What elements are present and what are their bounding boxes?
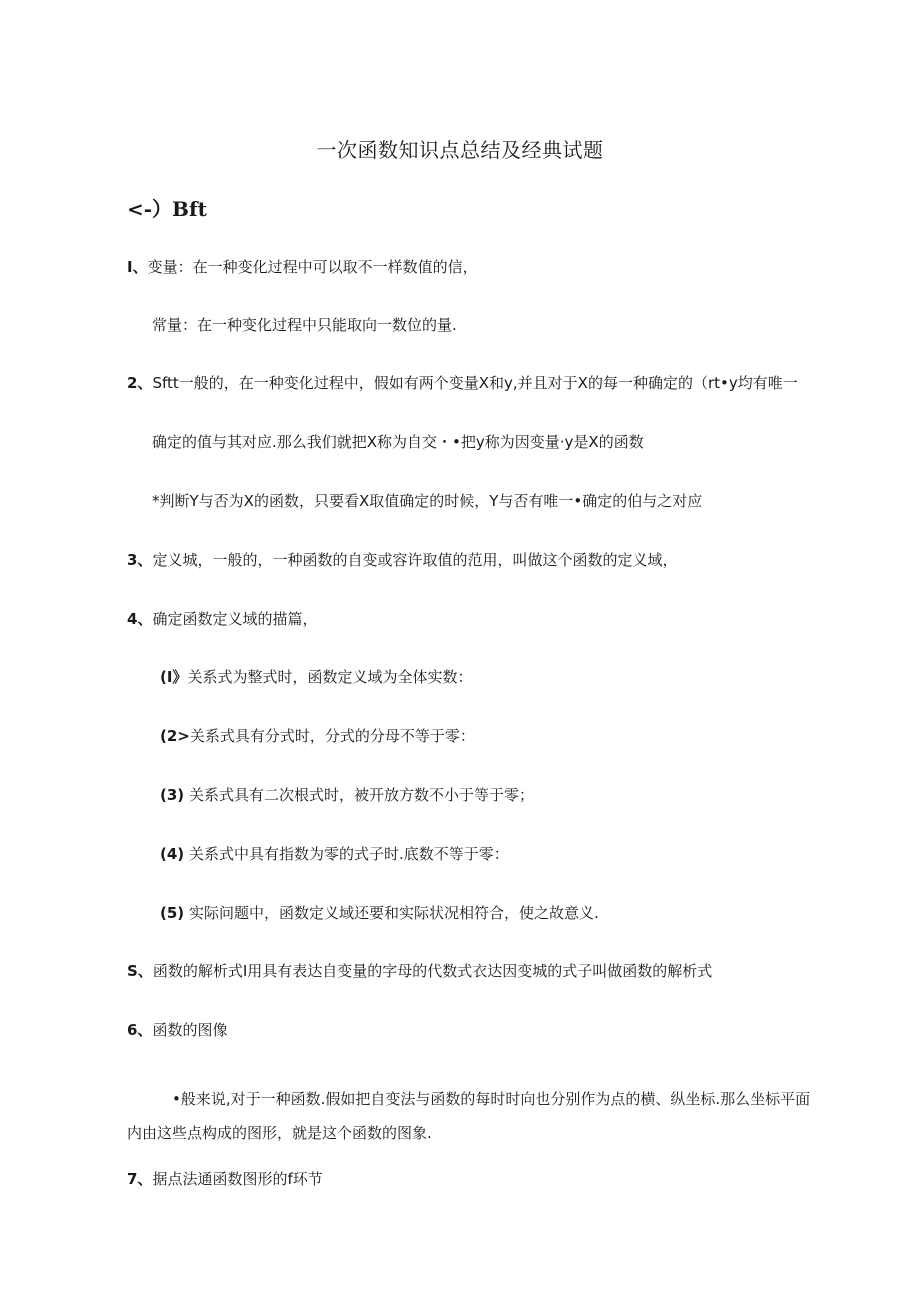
item-4-sub-2 <box>160 725 475 747</box>
item-text: 变量：在一种变化过程中可以取不一样数值的信， <box>147 258 478 276</box>
item-4-sub-3 <box>160 784 534 806</box>
item-text: 据点法通函数图形的f环节 <box>152 1170 323 1188</box>
item-text: 定义城，一般的，一种函数的自变或容许取值的范用，叫做这个函数的定义域， <box>152 551 678 569</box>
item-text: 函数的解析式I用具有表达自变量的字母的代数式衣达因变城的式子叫做函数的解析式 <box>152 962 713 980</box>
sub-item-text: 实际问题中，函数定义域还要和实际状况相符合，使之故意义. <box>188 904 599 922</box>
item-5 <box>127 960 712 982</box>
sub-item-number: (5) <box>160 904 185 922</box>
item-2-continued <box>152 431 644 453</box>
item-6-paragraph <box>127 1082 812 1150</box>
sub-item-number: (4) <box>160 845 185 863</box>
item-number: 7、 <box>127 1170 153 1188</box>
section-heading: <-）Bft <box>127 197 207 221</box>
item-number: 2、 <box>127 374 153 392</box>
paragraph-text: •般来说,对于一种函数.假如把自变法与函数的每时时向也分别作为点的横、纵坐标.那么坐标平面内由这些点构成的图形，就是这个函数的图象. <box>127 1090 811 1142</box>
item-1 <box>127 256 478 278</box>
item-text: 函数的图像 <box>152 1021 228 1039</box>
item-text: 确定的值与其对应.那么我们就把X称为自交・•把y称为因变量·y是X的函数 <box>152 433 644 451</box>
sub-item-text: 关系式为整式时，函数定义域为全体实数： <box>187 668 473 686</box>
item-2-note <box>152 490 702 512</box>
item-7 <box>127 1168 323 1190</box>
page-title: 一次函数知识点总结及经典试题 <box>316 138 604 162</box>
item-number: 3、 <box>127 551 153 569</box>
item-text: 常量：在一种变化过程中只能取向一数位的量. <box>152 316 457 334</box>
sub-item-number: (2> <box>160 727 190 745</box>
sub-item-number: (3) <box>160 786 185 804</box>
item-text: Sftt一般的，在一种变化过程中，假如有两个变量X和y,并且对于X的每一种确定的（rt•y均有唯一 <box>152 374 798 392</box>
item-number: S、 <box>127 962 153 980</box>
item-4-sub-5 <box>160 902 599 924</box>
item-4 <box>127 608 317 630</box>
item-6 <box>127 1019 227 1041</box>
item-number: I、 <box>127 258 148 276</box>
item-3 <box>127 549 677 571</box>
sub-item-text: 关系式中具有指数为零的式子时.底数不等于零： <box>188 845 509 863</box>
sub-item-text: 关系式具有分式时，分式的分母不等于零： <box>189 727 475 745</box>
item-4-sub-1 <box>160 666 472 688</box>
item-text: 确定函数定义域的描篇， <box>152 610 318 628</box>
sub-item-text: 关系式具有二次根式时，被开放方数不小于等于零； <box>188 786 534 804</box>
item-4-sub-4 <box>160 843 509 865</box>
item-1-continued <box>152 314 457 336</box>
item-number: 6、 <box>127 1021 153 1039</box>
item-text: *判断Y与否为X的函数，只要看X取值确定的时候，Y与否有唯一•确定的伯与之对应 <box>152 492 703 510</box>
sub-item-number: (I》 <box>160 668 188 686</box>
item-2 <box>127 372 798 394</box>
item-number: 4、 <box>127 610 153 628</box>
